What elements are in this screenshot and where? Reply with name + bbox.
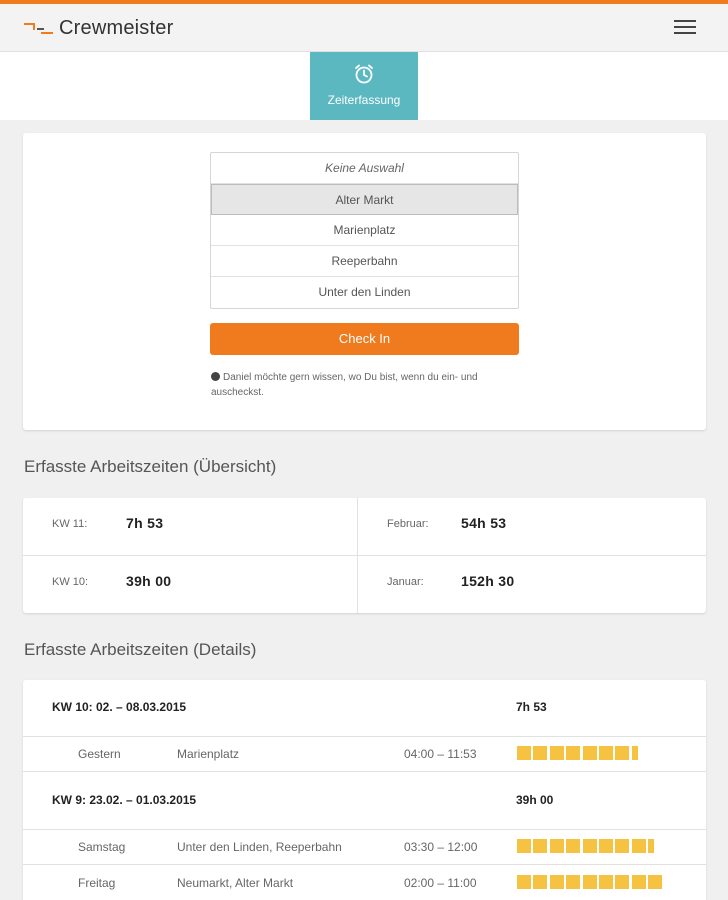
summary-label: Februar: (387, 518, 429, 530)
hour-block (583, 875, 597, 889)
hour-block (566, 839, 580, 853)
location-option-none[interactable]: Keine Auswahl (211, 153, 518, 184)
summary-label: KW 11: (52, 518, 88, 530)
day-name: Gestern (78, 747, 121, 761)
summary-value: 7h 53 (126, 515, 164, 531)
summary-cell-kw11 (23, 498, 358, 555)
overview-title: Erfasste Arbeitszeiten (Übersicht) (24, 457, 277, 476)
alarm-clock-icon (353, 63, 375, 85)
hours-bar (517, 746, 640, 760)
week-header-row[interactable] (23, 773, 706, 830)
hour-block (599, 839, 613, 853)
details-title: Erfasste Arbeitszeiten (Details) (24, 640, 257, 659)
summary-cell-januar (358, 556, 693, 613)
hour-block-partial (632, 746, 638, 760)
day-time-range: 04:00 – 11:53 (404, 747, 477, 761)
app-header (0, 4, 728, 52)
checkin-card (23, 133, 706, 430)
day-locations: Neumarkt, Alter Markt (177, 876, 294, 890)
hour-block (550, 875, 564, 889)
hour-block (583, 746, 597, 760)
hour-block (517, 746, 531, 760)
hour-block (550, 839, 564, 853)
hour-block (583, 839, 597, 853)
crewmeister-logo-icon (24, 22, 54, 34)
hours-bar (517, 839, 657, 853)
check-in-button[interactable]: Check In (210, 323, 519, 355)
hour-block (599, 875, 613, 889)
hour-block (517, 839, 531, 853)
day-name: Freitag (78, 876, 116, 890)
summary-value: 152h 30 (461, 573, 515, 589)
hour-block (533, 839, 547, 853)
location-notice-text: Daniel möchte gern wissen, wo Du bist, wenn du ein- und auscheckst. (211, 372, 478, 398)
globe-icon (211, 372, 220, 381)
week-total: 39h 00 (516, 793, 554, 807)
hours-bar (517, 875, 665, 889)
summary-label: KW 10: (52, 576, 89, 588)
summary-value: 39h 00 (126, 573, 172, 589)
hamburger-menu-icon[interactable] (674, 20, 696, 36)
divider (23, 555, 706, 556)
hour-block (533, 875, 547, 889)
day-locations: Marienplatz (177, 747, 240, 761)
day-time-range: 03:30 – 12:00 (404, 840, 478, 854)
day-row[interactable] (23, 866, 706, 900)
app-name: Crewmeister (59, 17, 174, 39)
week-total: 7h 53 (516, 700, 547, 714)
hour-block (599, 746, 613, 760)
tab-label: Zeiterfassung (327, 93, 401, 107)
overview-card (23, 498, 706, 613)
hour-block (648, 875, 662, 889)
hour-block-partial (648, 839, 654, 853)
tab-bar (0, 52, 728, 120)
hour-block (632, 839, 646, 853)
hour-block (615, 875, 629, 889)
day-locations: Unter den Linden, Reeperbahn (177, 840, 342, 854)
summary-cell-februar (358, 498, 693, 555)
day-name: Samstag (78, 840, 126, 854)
summary-value: 54h 53 (461, 515, 507, 531)
week-title: KW 10: 02. – 08.03.2015 (52, 700, 187, 714)
day-row[interactable] (23, 830, 706, 865)
hour-block (632, 875, 646, 889)
hour-block (550, 746, 564, 760)
location-notice (211, 370, 511, 400)
day-time-range: 02:00 – 11:00 (404, 876, 477, 890)
location-option-marienplatz[interactable]: Marienplatz (211, 215, 518, 246)
week-title: KW 9: 23.02. – 01.03.2015 (52, 793, 197, 807)
hour-block (533, 746, 547, 760)
day-row[interactable] (23, 737, 706, 772)
week-header-row[interactable] (23, 680, 706, 737)
details-card (23, 680, 706, 900)
summary-cell-kw10 (23, 556, 358, 613)
summary-label: Januar: (387, 576, 424, 588)
hour-block (566, 746, 580, 760)
hour-block (566, 875, 580, 889)
location-option-alter-markt[interactable]: Alter Markt (211, 184, 518, 215)
hour-block (517, 875, 531, 889)
tab-zeiterfassung[interactable] (310, 52, 418, 120)
location-option-unter-den-linden[interactable]: Unter den Linden (318, 285, 411, 299)
location-list (210, 152, 519, 309)
hour-block (615, 746, 629, 760)
location-option-reeperbahn[interactable]: Reeperbahn (211, 246, 518, 277)
hour-block (615, 839, 629, 853)
